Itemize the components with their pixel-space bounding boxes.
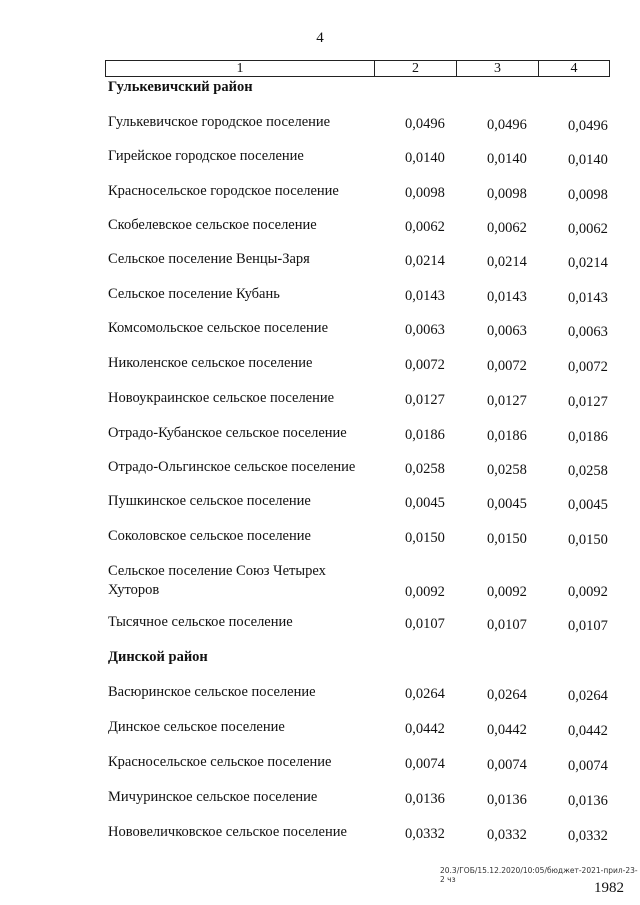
settlement-name: Отрадо-Кубанское сельское поселение [108,425,347,441]
header-col-3: 3 [457,61,539,76]
value-col-4: 0,0136 [568,793,608,809]
value-col-4: 0,0063 [568,324,608,340]
value-col-2: 0,0127 [405,392,445,408]
value-col-4: 0,0107 [568,618,608,634]
value-col-4: 0,0332 [568,828,608,844]
table-row [0,354,640,388]
value-col-3: 0,0150 [487,531,527,547]
table-row [0,683,640,717]
value-col-3: 0,0136 [487,792,527,808]
value-col-2: 0,0214 [405,253,445,269]
value-col-4: 0,0072 [568,359,608,375]
settlement-name: Сельское поселение Венцы-Заря [108,251,310,267]
table-row [0,788,640,822]
value-col-2: 0,0442 [405,721,445,737]
value-col-3: 0,0186 [487,428,527,444]
district-name: Гулькевичский район [108,79,253,95]
header-col-4: 4 [570,61,578,76]
settlement-name: Васюринское сельское поселение [108,684,316,700]
value-col-3: 0,0442 [487,722,527,738]
table-row [0,250,640,284]
table-row [0,182,640,216]
value-col-4: 0,0074 [568,758,608,774]
table-row [0,492,640,526]
settlement-name: Тысячное сельское поселение [108,614,293,630]
value-col-2: 0,0136 [405,791,445,807]
value-col-2: 0,0074 [405,756,445,772]
value-col-2: 0,0150 [405,530,445,546]
district-heading-row [0,648,640,682]
settlement-name: Николенское сельское поселение [108,355,313,371]
value-col-2: 0,0098 [405,185,445,201]
settlement-name: Красносельское сельское поселение [108,754,332,770]
district-heading-row [0,78,640,112]
value-col-3: 0,0332 [487,827,527,843]
district-name: Динской район [108,649,208,665]
settlement-name: Гирейское городское поселение [108,148,304,164]
settlement-name: Нововеличковское сельское поселение [108,824,347,840]
value-col-2: 0,0063 [405,322,445,338]
table-row [0,718,640,752]
table-row [0,823,640,857]
value-col-2: 0,0143 [405,288,445,304]
value-col-2: 0,0140 [405,150,445,166]
value-col-4: 0,0150 [568,532,608,548]
value-col-4: 0,0258 [568,463,608,479]
value-col-2: 0,0072 [405,357,445,373]
value-col-2: 0,0186 [405,427,445,443]
value-col-3: 0,0143 [487,289,527,305]
value-col-4: 0,0045 [568,497,608,513]
table-row [0,147,640,181]
value-col-3: 0,0062 [487,220,527,236]
value-col-3: 0,0092 [487,584,527,600]
header-col-1: 1 [106,61,375,76]
table-row [0,216,640,250]
table-row [0,424,640,458]
table-row [0,285,640,319]
table-row [0,613,640,647]
value-col-2: 0,0332 [405,826,445,842]
value-col-3: 0,0496 [487,117,527,133]
settlement-name: Красносельское городское поселение [108,183,339,199]
settlement-name: Динское сельское поселение [108,719,285,735]
settlement-name: Сельское поселение Союз Четырех Хуторов [108,563,326,598]
footer-reference: 20.3/ГОБ/15.12.2020/10:05/бюджет-2021-прил-23-2 чз [440,866,638,884]
stamp-number: 1982 [594,880,624,896]
value-col-4: 0,0214 [568,255,608,271]
table-row [0,113,640,147]
settlement-name: Мичуринское сельское поселение [108,789,318,805]
value-col-2: 0,0107 [405,616,445,632]
value-col-3: 0,0063 [487,323,527,339]
value-col-3: 0,0214 [487,254,527,270]
value-col-3: 0,0258 [487,462,527,478]
table-row [0,389,640,423]
value-col-4: 0,0127 [568,394,608,410]
value-col-3: 0,0140 [487,151,527,167]
value-col-4: 0,0143 [568,290,608,306]
value-col-4: 0,0264 [568,688,608,704]
value-col-2: 0,0062 [405,219,445,235]
value-col-3: 0,0127 [487,393,527,409]
value-col-2: 0,0264 [405,686,445,702]
value-col-3: 0,0107 [487,617,527,633]
value-col-4: 0,0442 [568,723,608,739]
settlement-name: Комсомольское сельское поселение [108,320,328,336]
value-col-3: 0,0074 [487,757,527,773]
value-col-4: 0,0186 [568,429,608,445]
settlement-name: Сельское поселение Кубань [108,286,280,302]
value-col-4: 0,0496 [568,118,608,134]
value-col-3: 0,0045 [487,496,527,512]
value-col-4: 0,0062 [568,221,608,237]
value-col-4: 0,0140 [568,152,608,168]
table-row [0,527,640,561]
table-row [0,319,640,353]
settlement-name: Гулькевичское городское поселение [108,114,331,130]
settlement-name: Отрадо-Ольгинское сельское поселение [108,459,356,475]
settlement-name: Новоукраинское сельское поселение [108,390,335,406]
value-col-3: 0,0264 [487,687,527,703]
table-row [0,458,640,492]
table-header [105,60,610,77]
table-row [0,562,640,610]
table-row [0,753,640,787]
value-col-2: 0,0258 [405,461,445,477]
value-col-2: 0,0496 [405,116,445,132]
value-col-2: 0,0045 [405,495,445,511]
settlement-name: Скобелевское сельское поселение [108,217,317,233]
settlement-name: Пушкинское сельское поселение [108,493,311,509]
value-col-3: 0,0098 [487,186,527,202]
page-number: 4 [316,30,324,46]
settlement-name: Соколовское сельское поселение [108,528,311,544]
value-col-4: 0,0092 [568,584,608,600]
value-col-4: 0,0098 [568,187,608,203]
header-col-2: 2 [375,61,457,76]
value-col-3: 0,0072 [487,358,527,374]
value-col-2: 0,0092 [405,584,445,600]
